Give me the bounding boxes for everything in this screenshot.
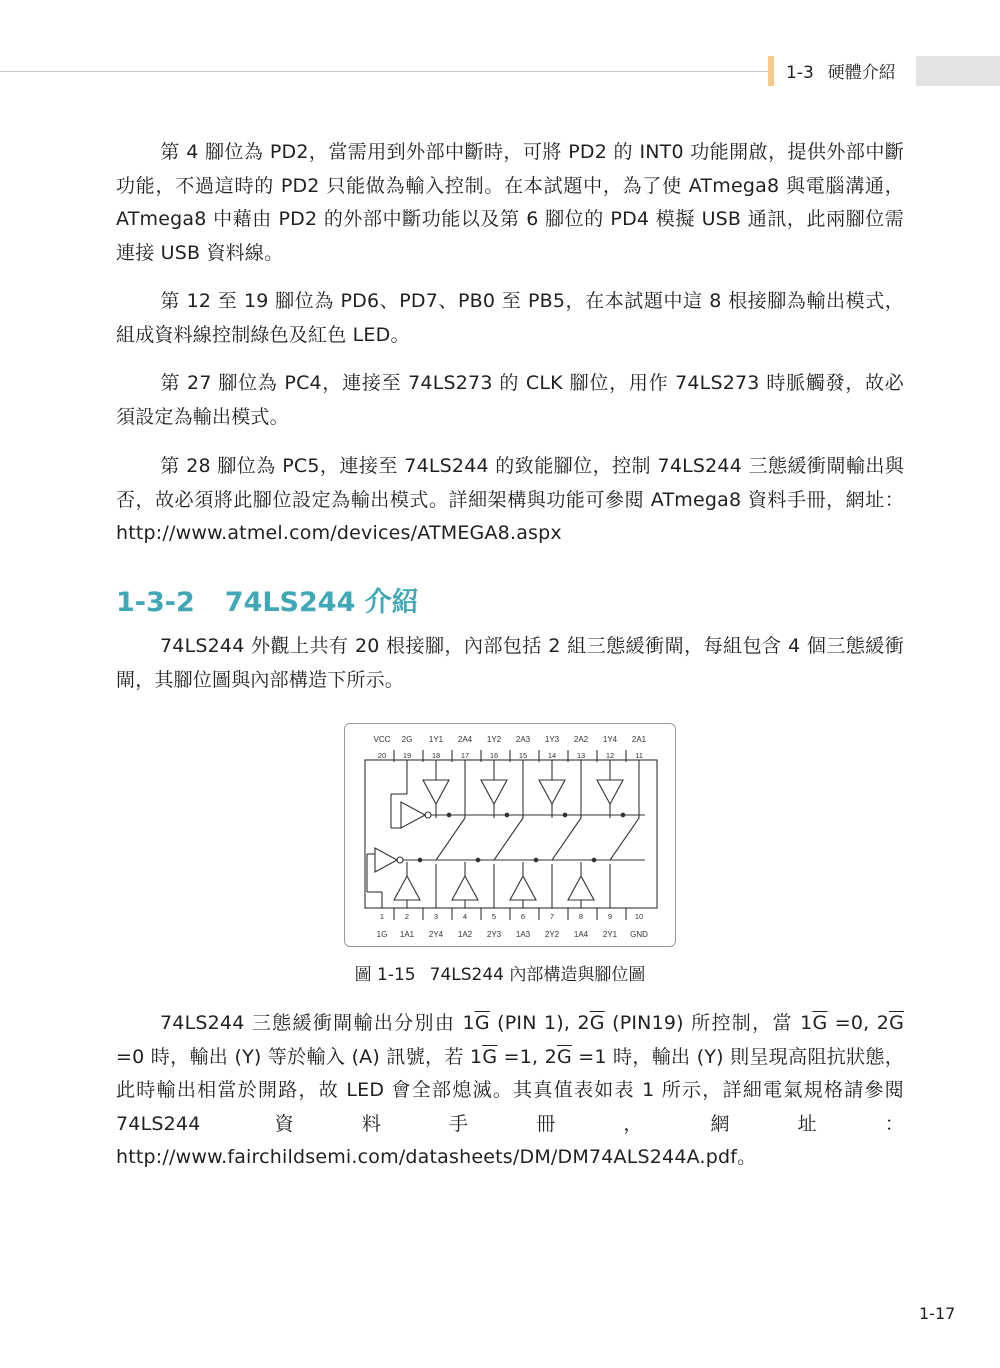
- figure-caption-number: 圖 1-15: [354, 965, 416, 985]
- control-gate-2g: [401, 802, 425, 828]
- top-pin-name-1y4: 1Y4: [602, 735, 618, 744]
- top-pin-number-20: 20: [377, 751, 387, 760]
- g-bar-1g: $\overline{G}$: [812, 1012, 828, 1034]
- bottom-pin-name-1a3: 1A3: [515, 930, 531, 939]
- top-pin-name-2a1: 2A1: [631, 735, 647, 744]
- control-gate-1g: [375, 848, 397, 872]
- figure-caption: [0, 960, 1000, 985]
- top-pin-number-12: 12: [605, 751, 615, 760]
- g-bar-1g: $\overline{G}$: [474, 1012, 490, 1034]
- top-pin-number-15: 15: [518, 751, 528, 760]
- top-pin-number-17: 17: [460, 751, 470, 760]
- wire: [436, 818, 465, 860]
- junction-dot: [476, 858, 480, 862]
- buffer-triangle: [481, 780, 507, 804]
- paragraph-pc4: 第 27 腳位為 PC4，連接至 74LS273 的 CLK 腳位，用作 74LS273 時脈觸發，故必須設定為輸出模式。: [116, 372, 904, 428]
- junction-dot: [447, 813, 451, 817]
- bottom-pin-name-1g: 1G: [376, 930, 388, 939]
- top-pin-name-2g: 2G: [401, 735, 413, 744]
- paragraph-74ls244-control: 74LS244 三態緩衝閘輸出分別由 $1\overline{G}$ (PIN 1), $2\overline{G}$ (PIN19) 所控制，當 $1\overline{G} =0$, $2\overline{G} =0$ 時，輸出 (Y) 等於輸入 (A) 訊號，若 $1\overline{G} =1$, $2\overline{G} =1$ 時，輸出 (Y) 則呈現高阻抗狀態，此時輸出相當於開路，故 LED 會全部熄滅。其真值表如表 1 所示，詳細電氣規格請參閱 74LS244 資料手冊，網址：http://www.fairchildsemi.com/datasheets/DM/DM74ALS244A.pdf。: [116, 1012, 904, 1168]
- bottom-pin-number-1: 1: [379, 912, 385, 921]
- paragraph-pd2: 第 4 腳位為 PD2，當需用到外部中斷時，可將 PD2 的 INT0 功能開啟，提供外部中斷功能，不過這時的 PD2 只能做為輸入控制。在本試題中，為了使 ATmega8 與電腦溝通，ATmega8 中藉由 PD2 的外部中斷功能以及第 6 腳位的 PD4 模擬 USB 通訊，此兩腳位需連接 USB 資料線。: [116, 141, 904, 264]
- wire: [610, 818, 639, 860]
- header-rule: [0, 71, 768, 72]
- header-section-number: 1-3: [786, 63, 814, 83]
- bottom-pin-name-1a1: 1A1: [399, 930, 415, 939]
- bottom-pin-name-2y2: 2Y2: [544, 930, 560, 939]
- bottom-pin-number-3: 3: [433, 912, 439, 921]
- figure-caption-title: 74LS244 內部構造與腳位圖: [429, 965, 646, 985]
- junction-dot: [563, 813, 567, 817]
- paragraph-pc5: 第 28 腳位為 PC5，連接至 74LS244 的致能腳位，控制 74LS244 三態緩衝閘輸出與否，故必須將此腳位設定為輸出模式。詳細架構與功能可參閱 ATmega8 資料手冊，網址：http://www.atmel.com/devices/ATMEGA8.aspx: [116, 455, 904, 544]
- top-pin-name-1y1: 1Y1: [428, 735, 444, 744]
- paragraph-pins-12-19: 第 12 至 19 腳位為 PD6、PD7、PB0 至 PB5，在本試題中這 8 根接腳為輸出模式，組成資料線控制綠色及紅色 LED。: [116, 290, 904, 346]
- top-pin-number-14: 14: [547, 751, 557, 760]
- chip-outline: [365, 760, 657, 908]
- section-heading: [116, 580, 419, 619]
- running-header: [786, 58, 896, 83]
- bottom-pin-name-2y4: 2Y4: [428, 930, 444, 939]
- top-pin-name-2a3: 2A3: [515, 735, 531, 744]
- header-tab-block: [916, 56, 1000, 86]
- junction-dot: [621, 813, 625, 817]
- top-pin-name-vcc: VCC: [373, 735, 391, 744]
- bottom-pin-number-10: 10: [634, 912, 644, 921]
- buffer-triangle: [510, 876, 536, 900]
- bottom-pin-number-9: 9: [607, 912, 613, 921]
- top-pin-number-11: 11: [635, 751, 643, 760]
- bottom-pin-number-6: 6: [520, 912, 526, 921]
- bottom-pin-number-4: 4: [462, 912, 468, 921]
- page-number: 1-17: [919, 1304, 956, 1323]
- paragraph-74ls244-intro: 74LS244 外觀上共有 20 根接腳，內部包括 2 組三態緩衝閘，每組包含 4 個三態緩衝閘，其腳位圖與內部構造下所示。: [116, 635, 904, 691]
- header-accent-bar: [768, 56, 774, 86]
- bottom-pin-name-2y3: 2Y3: [486, 930, 502, 939]
- top-pin-name-2a2: 2A2: [573, 735, 589, 744]
- buffer-triangle: [539, 780, 565, 804]
- junction-dot: [418, 858, 422, 862]
- bottom-pin-name-2y1: 2Y1: [602, 930, 618, 939]
- bottom-pin-number-5: 5: [491, 912, 497, 921]
- g-bar-2g: $\overline{G}$: [889, 1012, 904, 1034]
- wire: [494, 818, 523, 860]
- top-pin-name-1y3: 1Y3: [544, 735, 560, 744]
- header-section-title: 硬體介紹: [827, 63, 896, 83]
- top-pin-name-2a4: 2A4: [457, 735, 473, 744]
- top-pin-number-16: 16: [489, 751, 499, 760]
- top-pin-number-19: 19: [402, 751, 412, 760]
- junction-dot: [505, 813, 509, 817]
- section-heading-number: 1-3-2: [116, 587, 195, 618]
- bottom-pin-name-gnd: GND: [630, 930, 648, 939]
- top-pin-number-13: 13: [576, 751, 586, 760]
- g-bar-2g: $\overline{G}$: [556, 1045, 572, 1068]
- g-bar-2g: $\overline{G}$: [589, 1012, 605, 1034]
- top-pin-name-1y2: 1Y2: [486, 735, 502, 744]
- wire: [552, 818, 581, 860]
- junction-dot: [534, 858, 538, 862]
- junction-dot: [592, 858, 596, 862]
- bottom-pin-name-1a4: 1A4: [573, 930, 589, 939]
- g-bar-1g: $\overline{G}$: [482, 1045, 498, 1068]
- buffer-triangle: [423, 780, 449, 804]
- buffer-triangle: [597, 780, 623, 804]
- bottom-pin-number-8: 8: [578, 912, 584, 921]
- section-heading-title: 74LS244 介紹: [224, 587, 419, 618]
- buffer-triangle: [452, 876, 478, 900]
- bottom-pin-number-2: 2: [404, 912, 410, 921]
- top-pin-number-18: 18: [431, 751, 441, 760]
- pinout-diagram: [344, 723, 676, 947]
- bottom-pin-name-1a2: 1A2: [457, 930, 473, 939]
- buffer-triangle: [394, 876, 420, 900]
- buffer-triangle: [568, 876, 594, 900]
- bottom-pin-number-7: 7: [549, 912, 555, 921]
